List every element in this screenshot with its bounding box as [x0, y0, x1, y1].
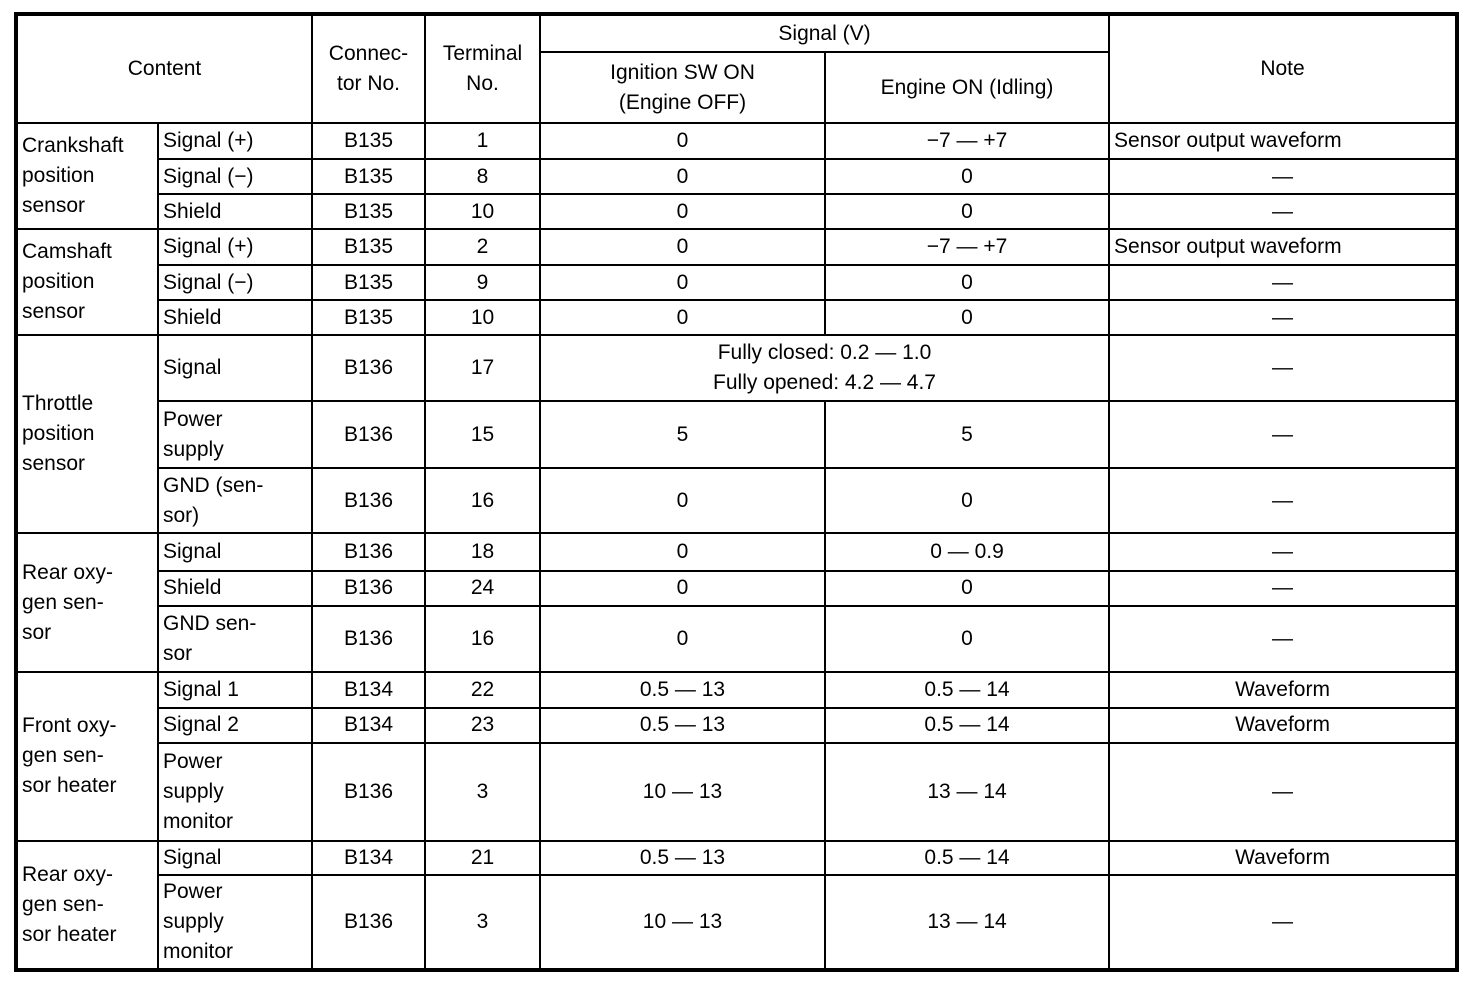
- terminal-cell: 21: [425, 841, 540, 875]
- note-cell: Sensor output waveform: [1109, 229, 1457, 265]
- engine-cell: −7 — +7: [825, 123, 1109, 159]
- ignition-cell: 0: [540, 123, 825, 159]
- engine-cell: 0.5 — 14: [825, 708, 1109, 743]
- connector-cell: B135: [312, 123, 425, 159]
- item-cell: Signal 1: [158, 672, 312, 708]
- engine-cell: 0: [825, 194, 1109, 229]
- engine-cell: 0: [825, 606, 1109, 672]
- group-rear-oxygen-sensor-heater: Rear oxy- gen sen- sor heater: [16, 841, 158, 970]
- terminal-cell: 3: [425, 743, 540, 841]
- table-row: [16, 401, 1457, 468]
- ignition-cell: 0: [540, 533, 825, 570]
- engine-cell: 0 — 0.9: [825, 533, 1109, 570]
- connector-cell: B136: [312, 533, 425, 570]
- group-front-oxygen-sensor-heater: Front oxy- gen sen- sor heater: [16, 672, 158, 841]
- ignition-cell: 10 — 13: [540, 875, 825, 970]
- connector-cell: B134: [312, 672, 425, 708]
- engine-cell: 0.5 — 14: [825, 841, 1109, 875]
- item-cell: Signal (+): [158, 123, 312, 159]
- note-cell: —: [1109, 743, 1457, 841]
- header-ignition: Ignition SW ON (Engine OFF): [540, 52, 825, 123]
- item-cell: Signal 2: [158, 708, 312, 743]
- terminal-cell: 3: [425, 875, 540, 970]
- terminal-cell: 18: [425, 533, 540, 570]
- table-row: [16, 533, 1457, 570]
- note-cell: —: [1109, 300, 1457, 335]
- terminal-cell: 10: [425, 300, 540, 335]
- engine-cell: 13 — 14: [825, 875, 1109, 970]
- header-signal: Signal (V): [540, 14, 1109, 52]
- table-row: [16, 606, 1457, 672]
- terminal-cell: 23: [425, 708, 540, 743]
- engine-cell: 0: [825, 265, 1109, 300]
- table-row: [16, 672, 1457, 708]
- item-cell: GND (sen- sor): [158, 468, 312, 533]
- item-cell: GND sen- sor: [158, 606, 312, 672]
- item-cell: Signal: [158, 841, 312, 875]
- group-throttle: Throttle position sensor: [16, 335, 158, 533]
- note-cell: Waveform: [1109, 708, 1457, 743]
- header-content: Content: [16, 14, 312, 123]
- terminal-cell: 1: [425, 123, 540, 159]
- note-cell: —: [1109, 401, 1457, 468]
- item-cell: Power supply monitor: [158, 875, 312, 970]
- engine-cell: 0: [825, 300, 1109, 335]
- note-cell: Waveform: [1109, 672, 1457, 708]
- table-row: [16, 229, 1457, 265]
- header-terminal: Terminal No.: [425, 14, 540, 123]
- ignition-cell: 0: [540, 194, 825, 229]
- connector-cell: B135: [312, 300, 425, 335]
- connector-cell: B135: [312, 159, 425, 194]
- table-row: [16, 841, 1457, 875]
- terminal-cell: 16: [425, 468, 540, 533]
- engine-cell: 0.5 — 14: [825, 672, 1109, 708]
- header-connector: Connec- tor No.: [312, 14, 425, 123]
- engine-cell: 0: [825, 468, 1109, 533]
- ignition-cell: 0.5 — 13: [540, 708, 825, 743]
- note-cell: Sensor output waveform: [1109, 123, 1457, 159]
- note-cell: —: [1109, 194, 1457, 229]
- engine-cell: 0: [825, 159, 1109, 194]
- item-cell: Shield: [158, 194, 312, 229]
- ignition-cell: 0: [540, 606, 825, 672]
- signal-table: [14, 12, 1459, 972]
- header-engine: Engine ON (Idling): [825, 52, 1109, 123]
- ignition-cell: 0: [540, 300, 825, 335]
- ignition-cell: 5: [540, 401, 825, 468]
- table-row: [16, 194, 1457, 229]
- header-row-1: [16, 14, 1457, 52]
- table-row: [16, 265, 1457, 300]
- table-row: [16, 123, 1457, 159]
- throttle-signal-span-cell: Fully closed: 0.2 — 1.0 Fully opened: 4.2 — 4.7: [540, 335, 1109, 401]
- connector-cell: B136: [312, 743, 425, 841]
- table-row: [16, 571, 1457, 606]
- item-cell: Signal (−): [158, 265, 312, 300]
- ignition-cell: 0: [540, 159, 825, 194]
- note-cell: —: [1109, 606, 1457, 672]
- ignition-cell: 0.5 — 13: [540, 672, 825, 708]
- ignition-cell: 0: [540, 468, 825, 533]
- connector-cell: B136: [312, 875, 425, 970]
- note-cell: —: [1109, 159, 1457, 194]
- note-cell: —: [1109, 875, 1457, 970]
- item-cell: Shield: [158, 300, 312, 335]
- item-cell: Power supply: [158, 401, 312, 468]
- engine-cell: 5: [825, 401, 1109, 468]
- connector-cell: B136: [312, 401, 425, 468]
- connector-cell: B135: [312, 229, 425, 265]
- item-cell: Power supply monitor: [158, 743, 312, 841]
- item-cell: Signal (+): [158, 229, 312, 265]
- item-cell: Signal: [158, 335, 312, 401]
- header-note: Note: [1109, 14, 1457, 123]
- terminal-cell: 8: [425, 159, 540, 194]
- item-cell: Signal: [158, 533, 312, 570]
- connector-cell: B134: [312, 708, 425, 743]
- item-cell: Signal (−): [158, 159, 312, 194]
- engine-cell: 0: [825, 571, 1109, 606]
- group-rear-oxygen-sensor: Rear oxy- gen sen- sor: [16, 533, 158, 671]
- terminal-cell: 2: [425, 229, 540, 265]
- note-cell: —: [1109, 571, 1457, 606]
- engine-cell: 13 — 14: [825, 743, 1109, 841]
- ignition-cell: 0: [540, 229, 825, 265]
- connector-cell: B136: [312, 335, 425, 401]
- group-camshaft: Camshaft position sensor: [16, 229, 158, 335]
- table-row: [16, 159, 1457, 194]
- connector-cell: B135: [312, 265, 425, 300]
- terminal-cell: 9: [425, 265, 540, 300]
- table-row: [16, 875, 1457, 970]
- group-crankshaft: Crankshaft position sensor: [16, 123, 158, 229]
- terminal-cell: 17: [425, 335, 540, 401]
- ignition-cell: 10 — 13: [540, 743, 825, 841]
- item-cell: Shield: [158, 571, 312, 606]
- ignition-cell: 0: [540, 265, 825, 300]
- note-cell: —: [1109, 335, 1457, 401]
- note-cell: —: [1109, 468, 1457, 533]
- note-cell: —: [1109, 533, 1457, 570]
- connector-cell: B134: [312, 841, 425, 875]
- table-row: [16, 335, 1457, 401]
- connector-cell: B136: [312, 468, 425, 533]
- table-row: [16, 743, 1457, 841]
- connector-cell: B135: [312, 194, 425, 229]
- engine-cell: −7 — +7: [825, 229, 1109, 265]
- terminal-cell: 15: [425, 401, 540, 468]
- ignition-cell: 0: [540, 571, 825, 606]
- table-row: [16, 468, 1457, 533]
- connector-cell: B136: [312, 606, 425, 672]
- terminal-cell: 10: [425, 194, 540, 229]
- table-row: [16, 708, 1457, 743]
- connector-cell: B136: [312, 571, 425, 606]
- ignition-cell: 0.5 — 13: [540, 841, 825, 875]
- note-cell: —: [1109, 265, 1457, 300]
- table-row: [16, 300, 1457, 335]
- terminal-cell: 22: [425, 672, 540, 708]
- note-cell: Waveform: [1109, 841, 1457, 875]
- terminal-cell: 24: [425, 571, 540, 606]
- terminal-cell: 16: [425, 606, 540, 672]
